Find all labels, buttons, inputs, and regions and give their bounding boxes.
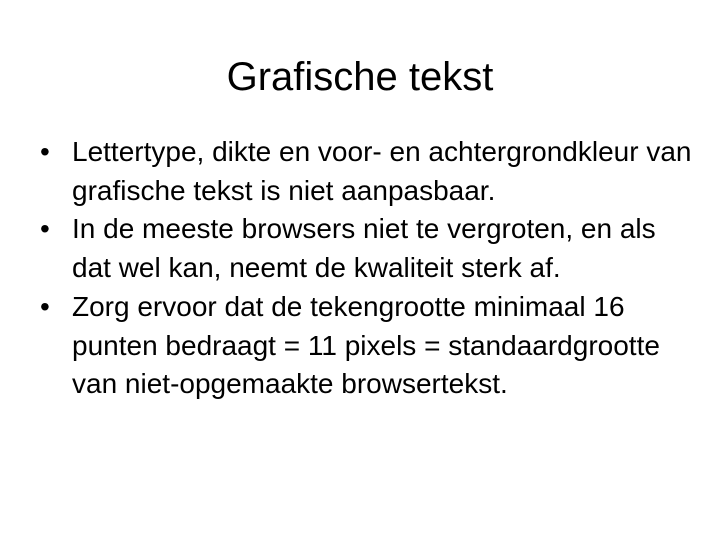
bullet-icon: • xyxy=(40,290,50,322)
bullet-item xyxy=(40,133,700,210)
bullet-list xyxy=(40,133,700,404)
bullet-item xyxy=(40,288,700,404)
bullet-text: Zorg ervoor dat de tekengrootte minimaal 16 punten bedraagt = 11 pixels = standaardgrootte van niet-opgemaakte browsertekst. xyxy=(72,290,660,400)
bullet-icon: • xyxy=(40,136,50,167)
bullet-text: In de meeste browsers niet te vergroten, en als dat wel kan, neemt de kwaliteit sterk af. xyxy=(72,213,656,284)
bullet-item xyxy=(40,210,700,287)
bullet-text: Lettertype, dikte en voor- en achtergrondkleur van grafische tekst is niet aanpasbaar. xyxy=(72,136,692,206)
bullet-icon: • xyxy=(40,213,50,245)
slide-title: Grafische tekst xyxy=(226,55,494,99)
